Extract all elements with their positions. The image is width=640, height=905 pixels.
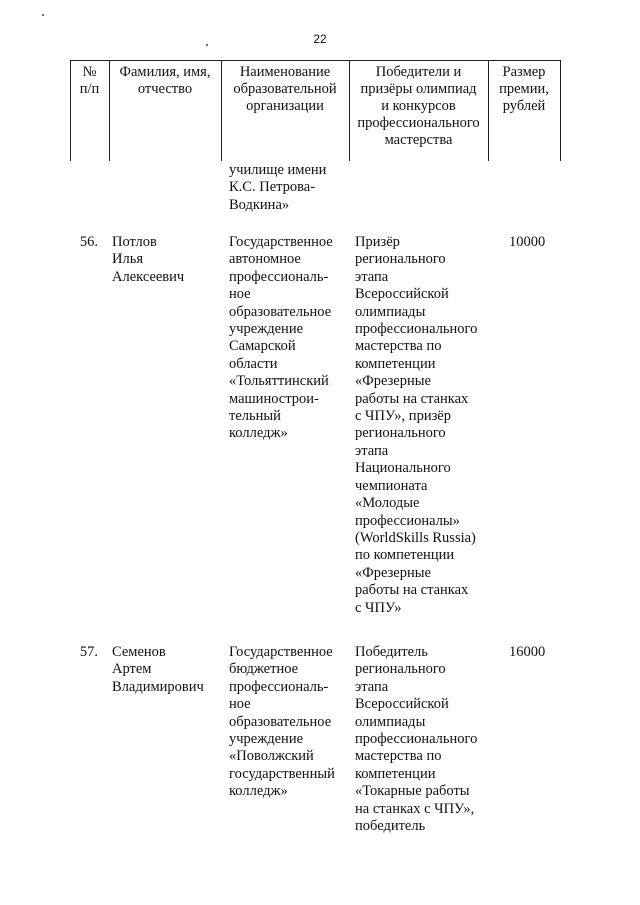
header-organization: Наименование образовательной организации: [233, 64, 337, 114]
scan-speck: [42, 14, 44, 16]
row-achievement: Призёр регионального этапа Всероссийской олимпиады профессионального мастерства по компетенции «Фрезерные работы на станках с ЧПУ», призёр регионального этапа Национального чемпионата «Молодые профессионалы» (WorldSkills Russia) по компетенции «Фрезерные работы на станках с ЧПУ»: [355, 234, 478, 616]
row-prize: 10000: [509, 234, 546, 250]
page-number: 22: [313, 32, 327, 46]
header-prize: Размер премии, рублей: [499, 64, 549, 114]
row-organization: Государственное бюджетное профессиональ- ное образовательное учреждение «Поволжский государственный колледж»: [229, 644, 335, 800]
row-name: Семенов Артем Владимирович: [112, 644, 204, 695]
table-header: [70, 60, 561, 161]
continuation-organization: училище имени К.С. Петрова- Водкина»: [229, 162, 327, 213]
header-number: № п/п: [79, 64, 100, 97]
row-name: Потлов Илья Алексеевич: [112, 234, 185, 285]
column-divider: [560, 61, 561, 161]
header-winners: Победители и призёры олимпиад и конкурсов профессионального мастерства: [357, 64, 480, 148]
header-name: Фамилия, имя, отчество: [119, 64, 211, 97]
row-prize: 16000: [509, 644, 546, 660]
row-number: 57.: [79, 644, 98, 660]
scan-speck: [206, 44, 208, 46]
row-organization: Государственное автономное профессиональ- ное образовательное учреждение Самарской области «Тольяттинский машинострои- тельный колледж»: [229, 234, 333, 442]
row-number: 56.: [79, 234, 98, 250]
row-achievement: Победитель регионального этапа Всероссийской олимпиады профессионального мастерства по компетенции «Токарные работы на станках с ЧПУ», победитель: [355, 644, 478, 835]
